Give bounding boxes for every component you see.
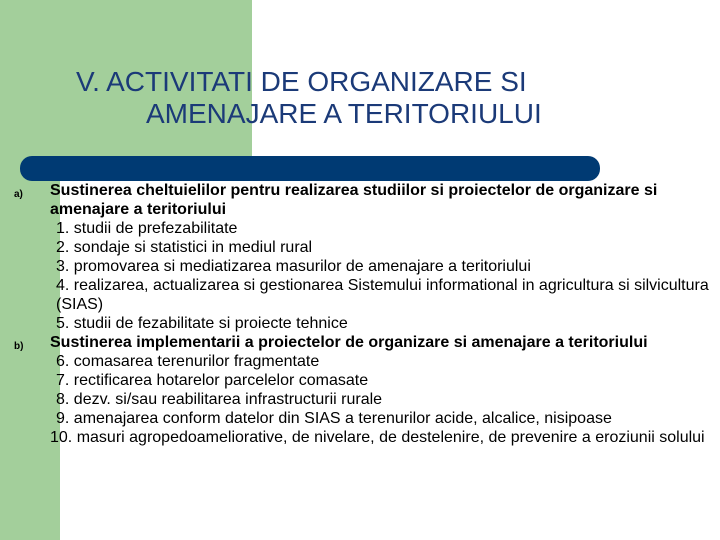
section-b (0, 333, 720, 447)
slide-body (0, 181, 720, 447)
slide-title (70, 66, 630, 130)
title-divider-bar (20, 156, 600, 181)
title-line-1: V. ACTIVITATI DE ORGANIZARE SI (76, 66, 527, 97)
list-item: 8. dezv. si/sau reabilitarea infrastructurii rurale (56, 391, 383, 408)
section-heading: Sustinerea implementarii a proiectelor de organizare si amenajare a teritoriului (50, 334, 648, 351)
list-item: 6. comasarea terenurilor fragmentate (56, 353, 320, 370)
list-item: 1. studii de prefezabilitate (56, 220, 238, 237)
list-item: 7. rectificarea hotarelor parcelelor comasate (56, 372, 369, 389)
list-item: 3. promovarea si mediatizarea masurilor de amenajare a teritoriului (56, 258, 531, 275)
section-heading: Sustinerea cheltuielilor pentru realizarea studiilor si proiectelor de organizare si amenajare a teritoriului (50, 182, 658, 218)
title-line-2: AMENAJARE A TERITORIULUI (146, 98, 542, 129)
list-item: 10. masuri agropedoameliorative, de nivelare, de destelenire, de prevenire a eroziunii solului (50, 429, 705, 446)
bullet-marker: b) (14, 341, 24, 352)
list-item: 9. amenajarea conform datelor din SIAS a terenurilor acide, alcalice, nisipoase (56, 410, 612, 427)
list-item: 2. sondaje si statistici in mediul rural (56, 239, 313, 256)
bullet-marker: a) (14, 189, 23, 200)
list-item: 5. studii de fezabilitate si proiecte tehnice (56, 315, 348, 332)
list-item: 4. realizarea, actualizarea si gestionarea Sistemului informational in agricultura si silvicultura (SIAS) (56, 277, 709, 313)
section-a (0, 181, 720, 333)
